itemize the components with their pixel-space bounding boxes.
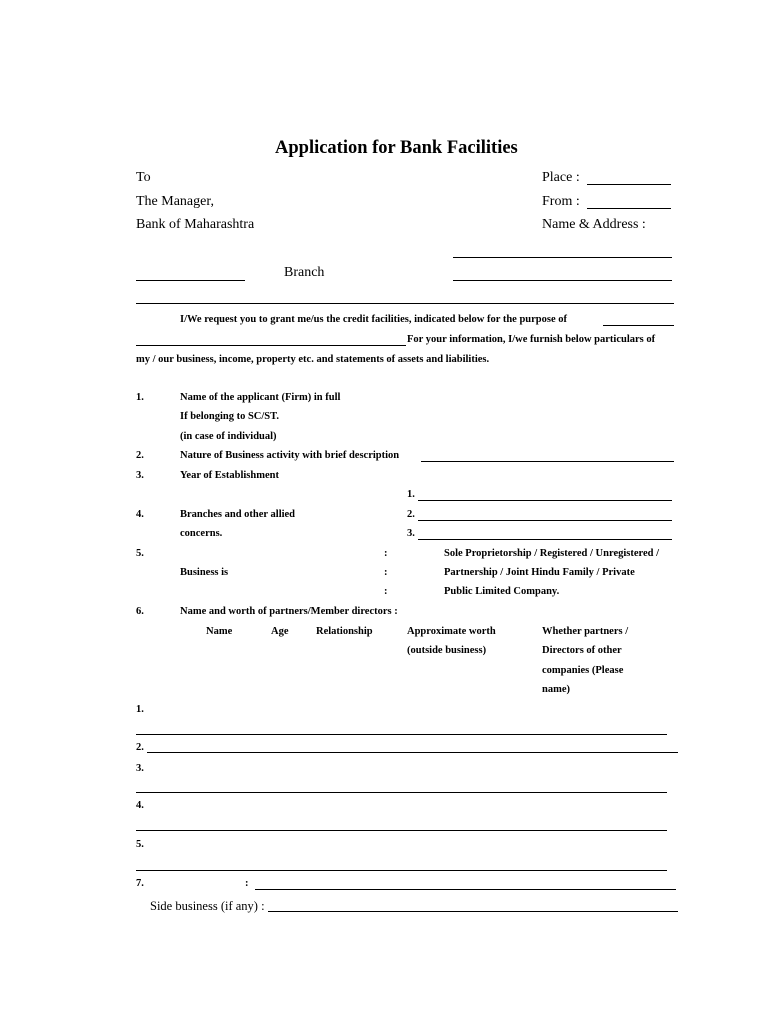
item-label: (in case of individual) xyxy=(180,431,277,442)
place-label: Place : xyxy=(542,170,580,185)
address-field-1[interactable] xyxy=(453,257,672,258)
business-activity-field[interactable] xyxy=(421,461,674,462)
item-label: Name and worth of partners/Member directors : xyxy=(180,606,398,617)
colon: : xyxy=(384,586,388,597)
side-business-field[interactable] xyxy=(268,911,678,912)
place-field[interactable] xyxy=(587,184,671,185)
address-field-3[interactable] xyxy=(136,303,674,304)
item-label: Year of Establishment xyxy=(180,470,279,481)
business-type-option: Partnership / Joint Hindu Family / Private xyxy=(444,567,635,578)
col-header-whether: companies (Please xyxy=(542,665,624,676)
item-number: 5. xyxy=(136,548,144,559)
from-label: From : xyxy=(542,194,580,209)
from-field[interactable] xyxy=(587,208,671,209)
item-number: 3. xyxy=(136,470,144,481)
item-label: If belonging to SC/ST. xyxy=(180,411,279,422)
item-label: Branches and other allied xyxy=(180,509,296,520)
to-label: To xyxy=(136,170,151,185)
purpose-field[interactable] xyxy=(603,325,674,326)
col-header-age: Age xyxy=(271,626,289,637)
partner-row-field-2[interactable] xyxy=(147,752,678,753)
item-number: 1. xyxy=(136,392,144,403)
name-address-label: Name & Address : xyxy=(542,217,646,232)
partner-row-field-1[interactable] xyxy=(136,734,667,735)
item-7-field[interactable] xyxy=(255,889,676,890)
business-type-option: Sole Proprietorship / Registered / Unregistered / xyxy=(444,548,660,559)
partner-row-field-3[interactable] xyxy=(136,792,667,793)
col-header-worth: (outside business) xyxy=(407,645,487,656)
item-number: 2. xyxy=(136,450,144,461)
branch-concern-field-2[interactable] xyxy=(418,520,672,521)
col-header-relationship: Relationship xyxy=(316,626,373,637)
branch-number: 1. xyxy=(407,489,415,500)
item-label: Name of the applicant (Firm) in full xyxy=(180,392,341,403)
row-number: 3. xyxy=(136,763,144,774)
bank-name: Bank of Maharashtra xyxy=(136,217,255,232)
row-number: 7. xyxy=(136,878,144,889)
intro-line-1: I/We request you to grant me/us the credit facilities, indicated below for the purpose of xyxy=(180,314,568,325)
col-header-worth: Approximate worth xyxy=(407,626,496,637)
item-number: 4. xyxy=(136,509,144,520)
partner-row-field-5[interactable] xyxy=(136,870,667,871)
business-type-option: Public Limited Company. xyxy=(444,586,560,597)
purpose-field-2[interactable] xyxy=(136,345,406,346)
side-business-label: Side business (if any) : xyxy=(150,899,265,913)
branch-concern-field-1[interactable] xyxy=(418,500,672,501)
manager-label: The Manager, xyxy=(136,194,214,209)
item-number: 6. xyxy=(136,606,144,617)
row-number: 2. xyxy=(136,742,144,753)
branch-concern-field-3[interactable] xyxy=(418,539,672,540)
colon: : xyxy=(384,567,388,578)
page-title: Application for Bank Facilities xyxy=(275,138,518,158)
col-header-whether: Directors of other xyxy=(542,645,622,656)
row-number: 4. xyxy=(136,800,144,811)
partner-row-field-4[interactable] xyxy=(136,830,667,831)
row-number: 5. xyxy=(136,839,144,850)
row-number: 1. xyxy=(136,704,144,715)
col-header-whether: name) xyxy=(542,684,570,695)
branch-number: 2. xyxy=(407,509,415,520)
branch-number: 3. xyxy=(407,528,415,539)
address-field-2[interactable] xyxy=(453,280,672,281)
colon: : xyxy=(245,878,249,889)
item-label: Nature of Business activity with brief description xyxy=(180,450,400,461)
col-header-whether: Whether partners / xyxy=(542,626,629,637)
intro-line-2: For your information, I/we furnish below particulars of xyxy=(407,334,656,345)
item-label: Business is xyxy=(180,567,229,578)
branch-label: Branch xyxy=(284,265,325,280)
item-label: concerns. xyxy=(180,528,223,539)
colon: : xyxy=(384,548,388,559)
intro-line-3: my / our business, income, property etc. and statements of assets and liabilities. xyxy=(136,354,490,365)
col-header-name: Name xyxy=(206,626,233,637)
branch-field[interactable] xyxy=(136,280,245,281)
